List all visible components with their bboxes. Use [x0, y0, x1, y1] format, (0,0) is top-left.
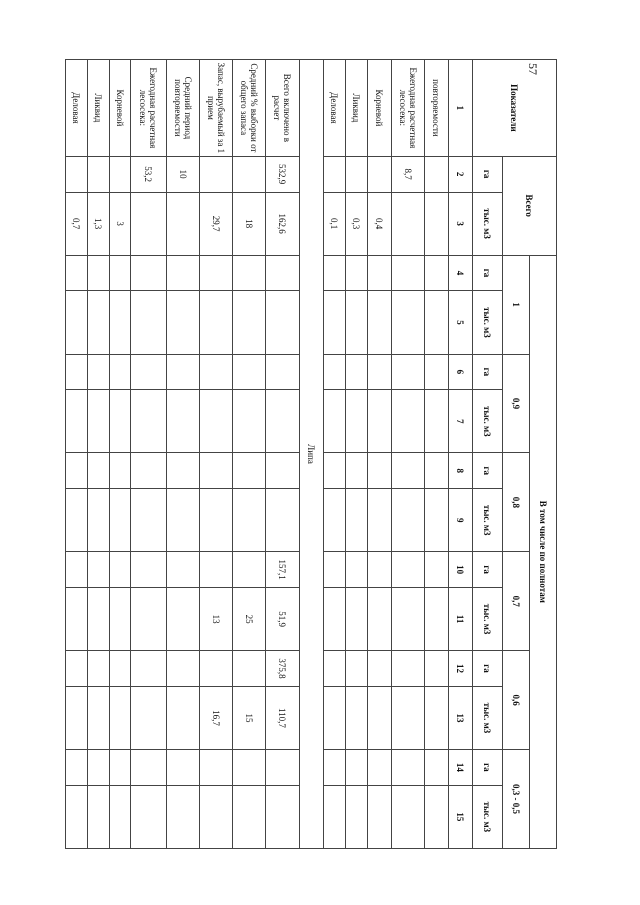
unit-area: га: [473, 453, 503, 489]
header-by-density: В том числе по полнотам: [530, 255, 557, 848]
table-cell: [346, 686, 368, 749]
table-cell: [392, 651, 425, 687]
table-cell: [266, 750, 300, 786]
table-cell: [110, 785, 131, 848]
table-cell: [200, 156, 233, 192]
table-cell: [233, 255, 266, 291]
header-density-0-3-0-5: 0,3 - 0,5: [503, 750, 530, 849]
table-cell: [200, 489, 233, 552]
table-cell: [346, 785, 368, 848]
table-cell: 532,9: [266, 156, 300, 192]
row-label: повторяемости: [425, 60, 449, 157]
row-label: Средний период повторяемости: [167, 60, 200, 157]
unit-area: га: [473, 552, 503, 588]
table-cell: [346, 552, 368, 588]
table-cell: [131, 390, 167, 453]
column-number: 12: [449, 651, 473, 687]
table-cell: [266, 453, 300, 489]
column-number: 7: [449, 390, 473, 453]
table-cell: [131, 489, 167, 552]
forest-table: [65, 59, 557, 849]
table-cell: [66, 651, 88, 687]
row-label: Ежегодная расчетная лесосека:: [131, 60, 167, 157]
unit-volume: тыс. м3: [473, 390, 503, 453]
table-cell: [110, 291, 131, 354]
table-cell: [392, 588, 425, 651]
table-cell: 3: [110, 192, 131, 255]
table-cell: [392, 750, 425, 786]
table-cell: [425, 489, 449, 552]
table-cell: [233, 354, 266, 390]
page-number: 57: [526, 63, 540, 75]
table-cell: [324, 750, 346, 786]
table-cell: [131, 354, 167, 390]
row-label: Всего включено в расчет: [266, 60, 300, 157]
table-row: [392, 60, 425, 849]
unit-area: га: [473, 255, 503, 291]
table-cell: [324, 354, 346, 390]
table-cell: [266, 390, 300, 453]
table-cell: [66, 156, 88, 192]
table-cell: [324, 785, 346, 848]
column-number: 4: [449, 255, 473, 291]
table-cell: [324, 255, 346, 291]
header-density-1: 1: [503, 255, 530, 354]
table-cell: [233, 156, 266, 192]
table-cell: [233, 390, 266, 453]
table-cell: [66, 291, 88, 354]
table-cell: [266, 291, 300, 354]
table-cell: 25: [233, 588, 266, 651]
table-row: [88, 60, 110, 849]
table-cell: [324, 552, 346, 588]
table-cell: [425, 354, 449, 390]
table-cell: [167, 750, 200, 786]
table-cell: [324, 156, 346, 192]
row-label: Средний % выборки от общего запаса: [233, 60, 266, 157]
table-cell: [346, 588, 368, 651]
column-number: 11: [449, 588, 473, 651]
table-cell: [324, 651, 346, 687]
table-cell: [425, 750, 449, 786]
unit-volume: тыс. м3: [473, 291, 503, 354]
table-cell: [324, 390, 346, 453]
table-cell: 0,3: [346, 192, 368, 255]
unit-volume: тыс. м3: [473, 192, 503, 255]
table-cell: 375,8: [266, 651, 300, 687]
table-cell: [368, 390, 392, 453]
table-row: [425, 60, 449, 849]
row-label: Деловая: [324, 60, 346, 157]
table-cell: [131, 785, 167, 848]
table-cell: [110, 255, 131, 291]
table-cell: 0,1: [324, 192, 346, 255]
table-cell: [88, 453, 110, 489]
header-total: Всего: [503, 156, 557, 255]
table-cell: [425, 651, 449, 687]
table-cell: 157,1: [266, 552, 300, 588]
table-cell: [233, 785, 266, 848]
table-cell: 18: [233, 192, 266, 255]
header-row-1: [530, 60, 557, 849]
table-cell: [88, 552, 110, 588]
table-cell: [167, 390, 200, 453]
table-cell: [346, 453, 368, 489]
table-cell: [131, 686, 167, 749]
table-cell: [425, 588, 449, 651]
table-cell: [368, 588, 392, 651]
table-cell: [167, 354, 200, 390]
table-row: [66, 60, 88, 849]
column-number-row: [449, 60, 473, 849]
table-cell: 53,2: [131, 156, 167, 192]
table-cell: [167, 785, 200, 848]
table-cell: [368, 651, 392, 687]
table-cell: [346, 255, 368, 291]
forest-table-rotated: [71, 59, 557, 849]
table-cell: 110,7: [266, 686, 300, 749]
table-cell: [110, 651, 131, 687]
table-cell: [200, 651, 233, 687]
table-cell: [167, 552, 200, 588]
table-cell: [368, 291, 392, 354]
table-cell: [167, 651, 200, 687]
table-cell: 16,7: [200, 686, 233, 749]
table-cell: [392, 255, 425, 291]
table-cell: 29,7: [200, 192, 233, 255]
table-cell: [233, 489, 266, 552]
table-cell: [425, 453, 449, 489]
table-cell: [88, 354, 110, 390]
table-cell: [324, 588, 346, 651]
table-cell: [346, 156, 368, 192]
header-density-0-7: 0,7: [503, 552, 530, 651]
table-cell: [346, 354, 368, 390]
table-cell: [392, 489, 425, 552]
table-cell: [88, 785, 110, 848]
table-row: [233, 60, 266, 849]
table-cell: [88, 156, 110, 192]
table-cell: [266, 354, 300, 390]
column-number: 13: [449, 686, 473, 749]
column-number: 1: [449, 60, 473, 157]
unit-area: га: [473, 750, 503, 786]
column-number: 6: [449, 354, 473, 390]
table-cell: [368, 686, 392, 749]
header-row-units: [473, 60, 503, 849]
table-cell: [346, 291, 368, 354]
table-cell: [200, 750, 233, 786]
table-cell: [233, 552, 266, 588]
table-cell: [392, 390, 425, 453]
table-cell: [131, 453, 167, 489]
table-cell: [392, 291, 425, 354]
table-cell: 0,7: [66, 192, 88, 255]
table-cell: [110, 552, 131, 588]
row-label: Деловая: [66, 60, 88, 157]
row-label: Ликвид: [346, 60, 368, 157]
table-cell: [346, 390, 368, 453]
unit-area: га: [473, 354, 503, 390]
table-cell: [324, 686, 346, 749]
table-cell: [266, 785, 300, 848]
table-cell: [167, 192, 200, 255]
table-cell: [200, 291, 233, 354]
column-number: 10: [449, 552, 473, 588]
table-cell: [88, 489, 110, 552]
unit-volume: тыс. м3: [473, 489, 503, 552]
table-row: [266, 60, 300, 849]
table-cell: [88, 390, 110, 453]
unit-area: га: [473, 651, 503, 687]
table-cell: [88, 255, 110, 291]
table-cell: [66, 453, 88, 489]
table-cell: [425, 192, 449, 255]
table-cell: [324, 291, 346, 354]
table-cell: 15: [233, 686, 266, 749]
table-cell: [110, 453, 131, 489]
table-row: [346, 60, 368, 849]
row-label: Корневой: [110, 60, 131, 157]
table-cell: [392, 192, 425, 255]
column-number: 9: [449, 489, 473, 552]
table-cell: [368, 750, 392, 786]
table-cell: [368, 453, 392, 489]
table-cell: [392, 552, 425, 588]
section-title: Липа: [300, 60, 324, 849]
table-cell: [167, 453, 200, 489]
table-cell: [88, 651, 110, 687]
table-cell: [66, 750, 88, 786]
table-cell: 162,6: [266, 192, 300, 255]
table-cell: [346, 489, 368, 552]
table-row: [167, 60, 200, 849]
table-cell: [200, 552, 233, 588]
row-label: Запас, вырубаемый за 1 прием: [200, 60, 233, 157]
table-cell: [368, 255, 392, 291]
table-cell: 10: [167, 156, 200, 192]
table-cell: [368, 156, 392, 192]
table-row: [131, 60, 167, 849]
table-cell: [66, 255, 88, 291]
table-cell: [346, 651, 368, 687]
column-number: 2: [449, 156, 473, 192]
table-cell: [233, 750, 266, 786]
table-row: [110, 60, 131, 849]
table-cell: [131, 192, 167, 255]
table-row: [200, 60, 233, 849]
column-number: 14: [449, 750, 473, 786]
section-row: [300, 60, 324, 849]
table-cell: [368, 785, 392, 848]
header-indicators: Показатели: [473, 60, 557, 157]
table-row: [368, 60, 392, 849]
table-cell: [200, 354, 233, 390]
table-cell: [392, 354, 425, 390]
table-cell: [392, 785, 425, 848]
table-cell: [110, 489, 131, 552]
unit-volume: тыс. м3: [473, 785, 503, 848]
table-row: [324, 60, 346, 849]
column-number: 5: [449, 291, 473, 354]
table-cell: [392, 686, 425, 749]
table-cell: [233, 651, 266, 687]
table-cell: [324, 453, 346, 489]
table-cell: [167, 489, 200, 552]
table-cell: [110, 686, 131, 749]
table-cell: [233, 453, 266, 489]
table-cell: [66, 686, 88, 749]
table-cell: [131, 588, 167, 651]
table-cell: [167, 255, 200, 291]
table-cell: 8,7: [392, 156, 425, 192]
unit-volume: тыс. м3: [473, 588, 503, 651]
table-cell: 0,4: [368, 192, 392, 255]
table-cell: [167, 686, 200, 749]
table-cell: [66, 354, 88, 390]
table-cell: [131, 255, 167, 291]
table-cell: [131, 291, 167, 354]
table-cell: [66, 588, 88, 651]
table-cell: [200, 255, 233, 291]
table-cell: [425, 156, 449, 192]
unit-area: га: [473, 156, 503, 192]
table-cell: [425, 552, 449, 588]
table-cell: [266, 255, 300, 291]
table-cell: [425, 686, 449, 749]
table-cell: [167, 291, 200, 354]
table-cell: [368, 489, 392, 552]
column-number: 3: [449, 192, 473, 255]
table-cell: [110, 588, 131, 651]
table-cell: [200, 785, 233, 848]
table-cell: [392, 453, 425, 489]
table-cell: 13: [200, 588, 233, 651]
table-cell: [368, 552, 392, 588]
table-cell: [266, 489, 300, 552]
table-cell: [425, 785, 449, 848]
table-cell: [110, 156, 131, 192]
table-cell: [131, 552, 167, 588]
column-number: 8: [449, 453, 473, 489]
table-cell: [324, 489, 346, 552]
table-cell: 1,3: [88, 192, 110, 255]
table-cell: [110, 354, 131, 390]
table-cell: [131, 651, 167, 687]
table-cell: [200, 390, 233, 453]
column-number: 15: [449, 785, 473, 848]
row-label: Ежегодная расчетная лесосека:: [392, 60, 425, 157]
table-cell: [66, 489, 88, 552]
unit-volume: тыс. м3: [473, 686, 503, 749]
table-cell: 51,9: [266, 588, 300, 651]
table-cell: [233, 291, 266, 354]
table-cell: [368, 354, 392, 390]
table-cell: [167, 588, 200, 651]
table-cell: [346, 750, 368, 786]
row-label: Корневой: [368, 60, 392, 157]
table-cell: [66, 390, 88, 453]
table-cell: [66, 785, 88, 848]
table-cell: [88, 750, 110, 786]
table-cell: [110, 390, 131, 453]
table-cell: [200, 453, 233, 489]
header-density-0-9: 0,9: [503, 354, 530, 453]
header-density-0-8: 0,8: [503, 453, 530, 552]
table-cell: [425, 255, 449, 291]
table-cell: [425, 390, 449, 453]
row-label: Ликвид: [88, 60, 110, 157]
table-cell: [88, 291, 110, 354]
table-cell: [131, 750, 167, 786]
header-density-0-6: 0,6: [503, 651, 530, 750]
table-cell: [110, 750, 131, 786]
table-cell: [88, 588, 110, 651]
table-cell: [88, 686, 110, 749]
table-cell: [66, 552, 88, 588]
table-cell: [425, 291, 449, 354]
